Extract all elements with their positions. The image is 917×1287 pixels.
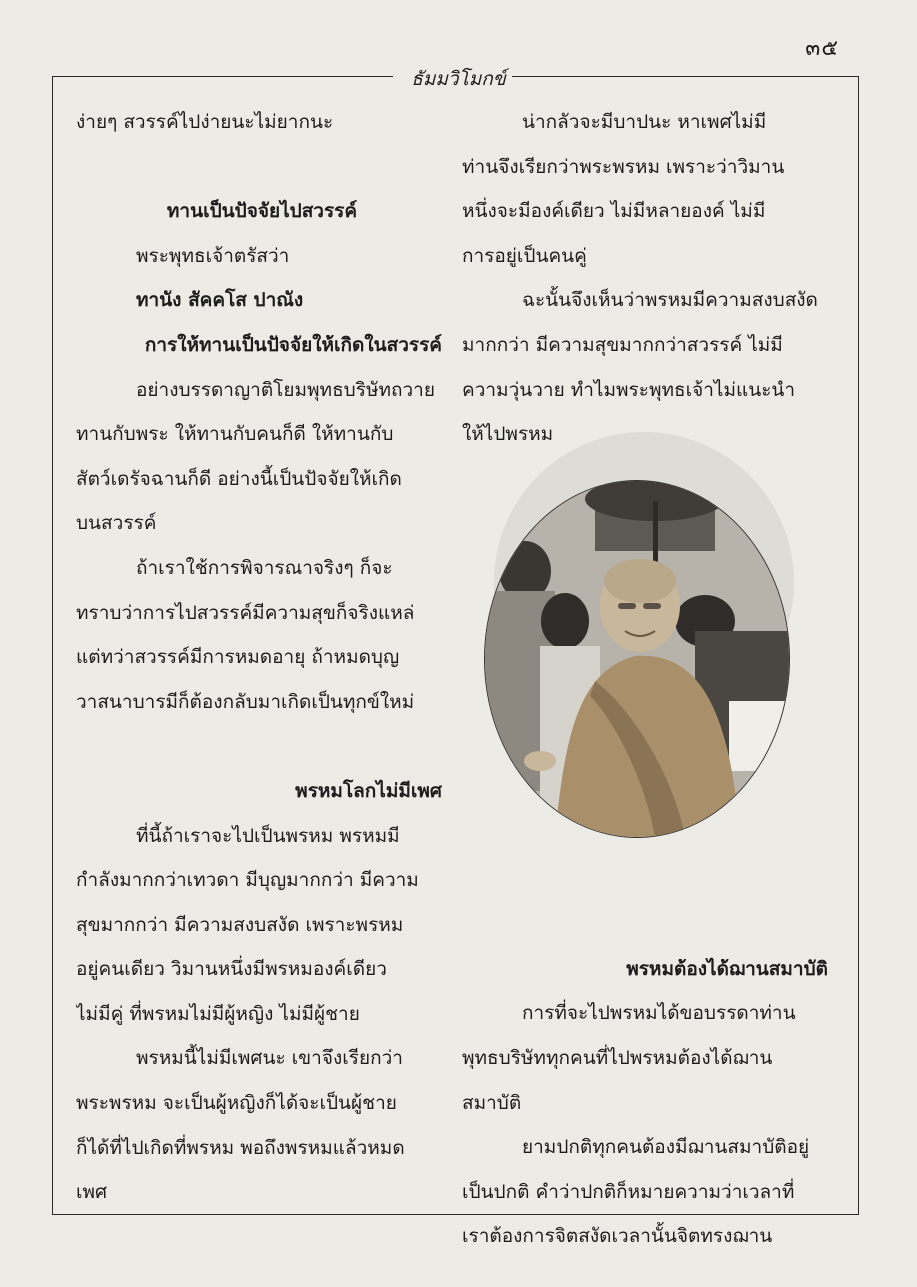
paragraph-line: เป็นปกติ คำว่าปกติก็หมายความว่าเวลาที่ <box>462 1180 795 1203</box>
paragraph-line: ทานกับพระ ให้ทานกับคนก็ดี ให้ทานกับ <box>76 423 394 446</box>
left-column <box>76 100 448 1215</box>
pali-verse: ทานัง สัคคโส ปาณัง <box>136 289 304 312</box>
paragraph-line: ไม่มีคู่ ที่พรหมไม่มีผู้หญิง ไม่มีผู้ชาย <box>76 1002 360 1025</box>
paragraph-line: พุทธบริษัททุกคนที่ไปพรหมต้องได้ฌาน <box>462 1046 773 1069</box>
paragraph-line: สัตว์เดรัจฉานก็ดี อย่างนี้เป็นปัจจัยให้เกิด <box>76 467 402 490</box>
paragraph-line: ก็ได้ที่ไปเกิดที่พรหม พอถึงพรหมแล้วหมด <box>76 1136 405 1159</box>
section-heading: ทานเป็นปัจจัยไปสวรรค์ <box>166 200 358 223</box>
paragraph-line: แต่ทว่าสวรรค์มีการหมดอายุ ถ้าหมดบุญ <box>76 646 400 669</box>
paragraph-line: วาสนาบารมีก็ต้องกลับมาเกิดเป็นทุกข์ใหม่ <box>76 690 415 713</box>
paragraph-line: อยู่คนเดียว วิมานหนึ่งมีพรหมองค์เดียว <box>76 958 387 981</box>
paragraph-line: เพศ <box>76 1181 108 1204</box>
paragraph-line: สุขมากกว่า มีความสงบสงัด เพราะพรหม <box>76 913 404 936</box>
paragraph-line: ความวุ่นวาย ทำไมพระพุทธเจ้าไม่แนะนำ <box>462 378 796 401</box>
paragraph-line: พระพรหม จะเป็นผู้หญิงก็ได้จะเป็นผู้ชาย <box>76 1092 397 1115</box>
page-number: ๓๕ <box>805 36 839 61</box>
paragraph-line: หนึ่งจะมีองค์เดียว ไม่มีหลายองค์ ไม่มี <box>462 200 766 223</box>
paragraph-line: ฉะนั้นจึงเห็นว่าพรหมมีความสงบสงัด <box>522 289 818 312</box>
paragraph-line: ให้ไปพรหม <box>462 423 554 446</box>
header-rule-right <box>512 76 858 77</box>
header-rule-left <box>53 76 393 77</box>
monk-illustration <box>485 481 789 837</box>
paragraph-line: กำลังมากกว่าเทวดา มีบุญมากกว่า มีความ <box>76 869 419 892</box>
paragraph-line: ถ้าเราใช้การพิจารณาจริงๆ ก็จะ <box>136 556 393 579</box>
paragraph-line: การอยู่เป็นคนคู่ <box>462 244 587 267</box>
paragraph-line: อย่างบรรดาญาติโยมพุทธบริษัทถวาย <box>136 378 435 401</box>
monk-photo <box>484 470 790 840</box>
paragraph-line: น่ากลัวจะมีบาปนะ หาเพศไม่มี <box>522 111 767 133</box>
photo-oval <box>484 480 790 838</box>
section-heading: พรหมโลกไม่มีเพศ <box>295 779 442 802</box>
paragraph-line: ยามปกติทุกคนต้องมีฌานสมาบัติอยู่ <box>522 1136 810 1159</box>
paragraph-line: บนสวรรค์ <box>76 512 157 535</box>
paragraph-line: สมาบัติ <box>462 1091 522 1114</box>
paragraph-line: ท่านจึงเรียกว่าพระพรหม เพราะว่าวิมาน <box>462 155 785 178</box>
verse-translation: การให้ทานเป็นปัจจัยให้เกิดในสวรรค์ <box>144 333 442 356</box>
paragraph-line: มากกว่า มีความสุขมากกว่าสวรรค์ ไม่มี <box>462 333 783 356</box>
paragraph-line: ทราบว่าการไปสวรรค์มีความสุขก็จริงแหล่ <box>76 601 415 624</box>
paragraph-line: พระพุทธเจ้าตรัสว่า <box>136 244 290 267</box>
paragraph-line: เราต้องการจิตสงัดเวลานั้นจิตทรงฌาน <box>462 1225 773 1248</box>
paragraph-line: พรหมนี้ไม่มีเพศนะ เขาจึงเรียกว่า <box>136 1047 403 1070</box>
paragraph-line: การที่จะไปพรหมได้ขอบรรดาท่าน <box>522 1002 796 1025</box>
section-heading: พรหมต้องได้ฌานสมาบัติ <box>626 957 828 980</box>
paragraph-line: ที่นี้ถ้าเราจะไปเป็นพรหม พรหมมี <box>136 824 400 847</box>
running-title: ธัมมวิโมกข์ <box>411 68 506 90</box>
paragraph-line: ง่ายๆ สวรรค์ไปง่ายนะไม่ยากนะ <box>76 111 334 133</box>
